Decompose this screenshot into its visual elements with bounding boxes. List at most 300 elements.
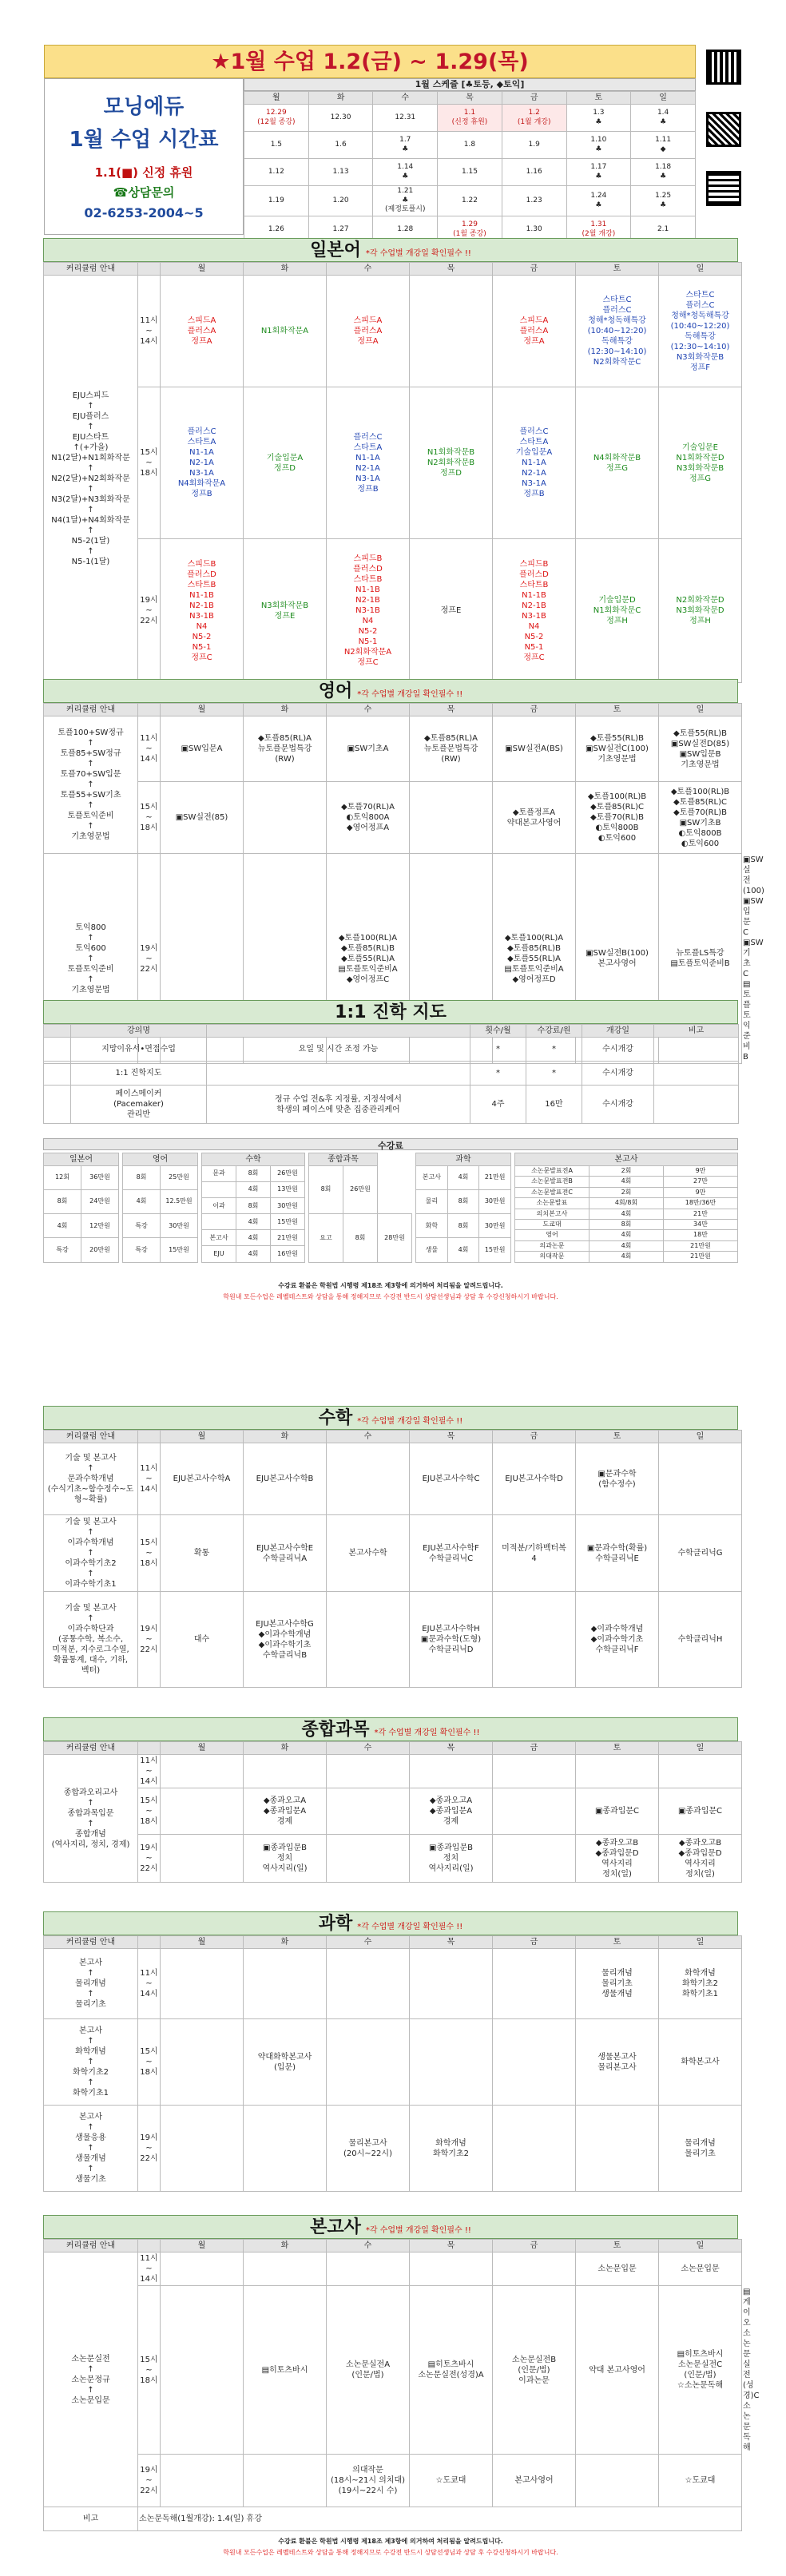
jinhak-cell: 4주 bbox=[470, 1086, 526, 1124]
column-header: 토 bbox=[576, 1936, 659, 1949]
column-header: 토 bbox=[576, 2240, 659, 2253]
column-header: 화 bbox=[244, 1936, 327, 1949]
fees-table-science bbox=[415, 1153, 511, 1263]
fee-cell: 21만원 bbox=[479, 1166, 511, 1190]
fee-cell: 요고 bbox=[309, 1214, 343, 1262]
class-cell: 수학클리닉G bbox=[659, 1515, 742, 1592]
class-cell: ◆토플100(RL)B ◆토플85(RL)C ◆토플70(RL)B ◐토익800B ◐토익600 bbox=[576, 782, 659, 854]
column-header: 일 bbox=[659, 1742, 742, 1755]
class-cell bbox=[327, 2019, 410, 2106]
class-cell bbox=[493, 1592, 576, 1688]
fees-table-english bbox=[122, 1153, 198, 1263]
class-cell: ▣SW기초A bbox=[327, 716, 410, 782]
calendar-day-header: 목 bbox=[438, 92, 502, 105]
class-cell: 스피드A 플러스A 정프A bbox=[493, 276, 576, 387]
time-slot: 19시 ~ 22시 bbox=[138, 1592, 161, 1688]
fee-cell: 28만원 bbox=[378, 1214, 412, 1262]
jinhak-cell bbox=[654, 1038, 739, 1062]
science-header bbox=[43, 1911, 738, 1935]
fee-cell: 8회 bbox=[309, 1166, 343, 1214]
calendar-date-cell: 1.3 ♣ bbox=[566, 105, 631, 132]
fee-cell: 소논문발표전B bbox=[515, 1177, 590, 1187]
fee-cell: 4회 bbox=[590, 1230, 664, 1240]
math-note: *각 수업별 개강일 확인필수 !! bbox=[357, 1417, 463, 1426]
general-header bbox=[43, 1717, 738, 1741]
class-cell: N1회화작문A bbox=[244, 276, 327, 387]
calendar-date-cell: 1.26 bbox=[244, 216, 309, 244]
jinhak-cell: 요일 및 시간 조정 가능 bbox=[207, 1038, 470, 1062]
column-header: 토 bbox=[576, 704, 659, 716]
fee-cell: 4회 bbox=[236, 1246, 271, 1262]
fee-cell: 2회 bbox=[590, 1187, 664, 1197]
class-cell: ◆종과오고A ◆종과입문A 경제 bbox=[244, 1788, 327, 1835]
class-cell bbox=[410, 1755, 493, 1788]
time-slot: 15시 ~ 18시 bbox=[138, 2286, 161, 2455]
fee-cell: 12.5만원 bbox=[161, 1190, 198, 1214]
fee-cell: 물리 bbox=[416, 1190, 448, 1214]
english-table: 커리큘럼 안내 월 화 수 목 금 토 일 토플100+SW정규 ↑ 토플85+SW정규 ↑ 토플70+SW입문 ↑ 토플55+SW기초 ↑ 토플토익준비 ↑ 기초영문법 11시 ~ 14시 ▣SW입문A ◆토플85(RL)A 뉴토플문법특강 (RW) ▣SW기초A ◆토플85(RL)A 뉴토플문법특강 (RW) ▣SW실전A(BS) ◆토플55(RL)B ▣SW실전C(100) 기초영문법 ◆토플55(RL)B ▣SW실전D(85) ▣SW입문B 기초영문법 15시 ~ 18시 ▣SW실전(85) ◆토플70(RL)A ◐토익800A ◆영어정프A ◆토플정프A 약대본고사영어 ◆토플100(RL)B ◆토플85(RL)C ◆토플70(RL)B ◐토익800B ◐토익600 ◆토플100(RL)B ◆토플85(RL)C ◆토플70(RL)B ▣SW기초B ◐토익800B ◐토익600 토익800 ↑ 토익600 ↑ 토플토익준비 ↑ 기초영문법 19시 ~ 22시 ◆토플100(RL)A ◆토플85(RL)B ◆토플55(RL)A ▤토플토익준비A ◆영어정프C ◆토플100(RL)A ◆토플85(RL)B ◆토플55(RL)A ▤토플토익준비A ◆영어정프D ▣SW실전B(100) 본고사영어 뉴토플LS특강 ▤토플토익준비B ▣SW실전(100) ▣SW입문C ▣SW기초C ▤토플토익준비B bbox=[43, 703, 742, 1064]
fee-cell: 15만원 bbox=[271, 1214, 305, 1230]
fee-cell: 8회 bbox=[590, 1219, 664, 1229]
calendar-date-cell: 1.30 bbox=[502, 216, 566, 244]
class-cell: 화학개념 화학기초2 bbox=[410, 2106, 493, 2192]
calendar-date-cell: 1.5 bbox=[244, 132, 309, 159]
column-header: 커리큘럼 안내 bbox=[44, 1742, 138, 1755]
column-header: 수 bbox=[327, 1431, 410, 1443]
fee-refund-note-2: 수강료 환불은 학원법 시행령 제18조 제3항에 의거하여 처리됨을 알려드립니다. bbox=[278, 2538, 503, 2545]
column-header: 금 bbox=[493, 1431, 576, 1443]
calendar-date-cell: 1.14 ♣ bbox=[373, 159, 438, 186]
class-cell: ▣종과입문C bbox=[659, 1788, 742, 1835]
calendar-date-cell: 1.18 ♣ bbox=[631, 159, 696, 186]
calendar-date-cell: 1.23 bbox=[502, 186, 566, 216]
fees-group-label: 일본어 bbox=[44, 1153, 119, 1166]
class-cell: 스피드B 플러스D 스타트B N1-1B N2-1B N3-1B N4 N5-2 N5-1 정프C bbox=[161, 539, 244, 683]
general-section bbox=[43, 1717, 738, 1883]
fee-cell: 4회 bbox=[236, 1214, 271, 1230]
calendar-date-cell: 1.4 ♣ bbox=[631, 105, 696, 132]
time-slot: 15시 ~ 18시 bbox=[138, 1788, 161, 1835]
honkosa-section bbox=[43, 2215, 760, 2558]
calendar-day-header: 수 bbox=[373, 92, 438, 105]
curriculum-cell: 기술 및 본고사 ↑ 이과수학단과 (공통수학, 복소수, 미적분, 지수로그수열, 확률통계, 대수, 기하, 벡터) bbox=[44, 1592, 138, 1688]
class-cell: ◆토플85(RL)A 뉴토플문법특강 (RW) bbox=[410, 716, 493, 782]
class-cell: 본고사영어 bbox=[493, 2455, 576, 2507]
fees-group-label: 수학 bbox=[202, 1153, 305, 1166]
jinhak-col-header: 비고 bbox=[654, 1025, 739, 1038]
fee-cell: 24만원 bbox=[81, 1190, 119, 1214]
class-cell: ◆토플100(RL)A ◆토플85(RL)B ◆토플55(RL)A ▤토플토익준비A ◆영어정프D bbox=[493, 854, 576, 1064]
calendar-date-cell: 1.17 ♣ bbox=[566, 159, 631, 186]
column-header: 수 bbox=[327, 1936, 410, 1949]
fees-group-label: 본고사 bbox=[515, 1153, 738, 1166]
class-cell: EJU본고사수학H ▣문과수학(도형) 수학클리닉D bbox=[410, 1592, 493, 1688]
column-header: 금 bbox=[493, 704, 576, 716]
fee-cell: 21만원 bbox=[664, 1252, 738, 1262]
class-cell: EJU본고사수학F 수학클리닉C bbox=[410, 1515, 493, 1592]
column-header: 화 bbox=[244, 1742, 327, 1755]
class-cell: 소논문실전B (인문/법) 이과논문 bbox=[493, 2286, 576, 2455]
class-cell bbox=[576, 2106, 659, 2192]
class-cell bbox=[161, 2106, 244, 2192]
time-slot: 11시 ~ 14시 bbox=[138, 2253, 161, 2286]
jinhak-cell: 정규 수업 전&후 지정률, 지정석에서 학생의 페이스에 맞춘 집중관리케어 bbox=[207, 1086, 470, 1124]
calendar-date-cell: 1.11 ◆ bbox=[631, 132, 696, 159]
fees-title: 수강료 bbox=[43, 1138, 738, 1150]
fee-cell: 4회 bbox=[236, 1230, 271, 1246]
fee-cell: 26만원 bbox=[343, 1166, 378, 1214]
column-header: 금 bbox=[493, 263, 576, 276]
column-header: 일 bbox=[659, 1431, 742, 1443]
class-cell: 대수 bbox=[161, 1592, 244, 1688]
calendar-date-cell: 1.27 bbox=[308, 216, 373, 244]
class-cell: ◆종과오고B ◆종과입문D 역사지리 정치(일) bbox=[659, 1835, 742, 1883]
column-header: 목 bbox=[410, 263, 493, 276]
class-cell bbox=[244, 2106, 327, 2192]
column-header: 월 bbox=[161, 1431, 244, 1443]
fee-cell: 8회 bbox=[343, 1214, 378, 1262]
phone-number[interactable]: 02-6253-2004~5 bbox=[84, 205, 204, 220]
fee-cell: 4회 bbox=[447, 1238, 479, 1262]
class-cell: 스타트C 플러스C 청해*청독해특강 (10:40~12:20) 독해특강 (12:30~14:10) N3회화작문B 정프F bbox=[659, 276, 742, 387]
fee-cell: 36만원 bbox=[81, 1166, 119, 1190]
class-cell bbox=[410, 2253, 493, 2286]
qr-code-3[interactable] bbox=[706, 171, 743, 219]
jinhak-section bbox=[43, 1000, 738, 1124]
class-cell: ◆토플정프A 약대본고사영어 bbox=[493, 782, 576, 854]
class-cell: ▣SW실전A(BS) bbox=[493, 716, 576, 782]
fee-cell: 4회 bbox=[44, 1214, 81, 1238]
column-header: 월 bbox=[161, 1936, 244, 1949]
curriculum-cell: 종합과오리고사 ↑ 종합과목입문 ↑ 종합개념 (역사지리, 정치, 경제) bbox=[44, 1755, 138, 1883]
class-cell: 기술입문E N1회화작문D N3회화작문B 정프G bbox=[659, 387, 742, 539]
honkosa-header bbox=[43, 2215, 738, 2239]
class-cell: 스타트C 플러스C 청해*청독해특강 (10:40~12:20) 독해특강 (12:30~14:10) N2회화작문C bbox=[576, 276, 659, 387]
class-cell bbox=[410, 1949, 493, 2019]
calendar-date-cell: 1.10 ♣ bbox=[566, 132, 631, 159]
jinhak-left-cell bbox=[44, 1062, 71, 1086]
jinhak-col-header: 개강일 bbox=[582, 1025, 654, 1038]
class-cell: ◆토플100(RL)B ◆토플85(RL)C ◆토플70(RL)B ▣SW기초B ◐토익800B ◐토익600 bbox=[659, 782, 742, 854]
fee-cell: 27만 bbox=[664, 1177, 738, 1187]
column-header: 월 bbox=[161, 704, 244, 716]
class-cell bbox=[493, 2019, 576, 2106]
column-header: 화 bbox=[244, 1431, 327, 1443]
fee-cell: 9만 bbox=[664, 1166, 738, 1177]
fee-cell: 8회 bbox=[123, 1166, 161, 1190]
honkosa-note: *각 수업별 개강일 확인필수 !! bbox=[365, 2226, 471, 2235]
fee-cell: 4회 bbox=[447, 1166, 479, 1190]
curriculum-cell: 토플100+SW정규 ↑ 토플85+SW정규 ↑ 토플70+SW입문 ↑ 토플55+SW기초 ↑ 토플토익준비 ↑ 기초영문법 bbox=[44, 716, 138, 854]
column-header: 커리큘럼 안내 bbox=[44, 1936, 138, 1949]
jinhak-col-header: 강의명 bbox=[71, 1025, 207, 1038]
fee-cell: 특강 bbox=[123, 1214, 161, 1238]
class-cell: 화학본고사 bbox=[659, 2019, 742, 2106]
fee-cell: 소논문발표전C bbox=[515, 1187, 590, 1197]
fee-cell: EJU bbox=[202, 1246, 236, 1262]
curriculum-cell: 본고사 ↑ 화학개념 ↑ 화학기초2 ↑ 화학기초1 bbox=[44, 2019, 138, 2106]
class-cell: 확통 bbox=[161, 1515, 244, 1592]
class-cell: ▤히토츠바시 소논문실전(성경)A bbox=[410, 2286, 493, 2455]
japanese-title: 일본어 bbox=[310, 240, 361, 260]
fee-cell: 30만원 bbox=[161, 1214, 198, 1238]
calendar-date-cell: 1.15 bbox=[438, 159, 502, 186]
fee-refund-note: 수강료 환불은 학원법 시행령 제18조 제3항에 의거하여 처리됨을 알려드립니다. bbox=[278, 1281, 503, 1289]
fee-cell bbox=[202, 1214, 236, 1230]
class-cell: 화학개념 화학기초2 화학기초1 bbox=[659, 1949, 742, 2019]
fee-cell: 본고사 bbox=[202, 1230, 236, 1246]
fee-cell: 특강 bbox=[123, 1238, 161, 1262]
fee-cell: 영어 bbox=[515, 1230, 590, 1240]
class-cell: 플러스C 스타트A 기술입문A N1-1A N2-1A N3-1A 정프B bbox=[493, 387, 576, 539]
class-cell: N2회화작문D N3회화작문D 정프H bbox=[659, 539, 742, 683]
fee-cell: 4회 bbox=[590, 1209, 664, 1219]
class-cell bbox=[659, 1443, 742, 1515]
fee-cell: 의대작문 bbox=[515, 1252, 590, 1262]
jinhak-header bbox=[43, 1000, 738, 1024]
jinhak-cell: * bbox=[526, 1038, 582, 1062]
fee-cell: 소논문발표전A bbox=[515, 1166, 590, 1177]
column-header: 목 bbox=[410, 2240, 493, 2253]
fee-cell: 20만원 bbox=[81, 1238, 119, 1262]
time-slot: 19시 ~ 22시 bbox=[138, 854, 161, 1064]
column-header: 월 bbox=[161, 1742, 244, 1755]
class-cell: ◆토플85(RL)A 뉴토플문법특강 (RW) bbox=[244, 716, 327, 782]
column-header bbox=[138, 263, 161, 276]
fee-cell: 본고사 bbox=[416, 1166, 448, 1190]
class-cell: EJU본고사수학G ◆이과수학개념 ◆이과수학기초 수학클리닉B bbox=[244, 1592, 327, 1688]
class-cell: 미적분/기하벡터복 4 bbox=[493, 1515, 576, 1592]
qr-code-2[interactable] bbox=[706, 112, 743, 152]
class-cell: N4회화작문B 정프G bbox=[576, 387, 659, 539]
class-cell: 의대작문 (18시~21시 의치대) (19시~22시 수) bbox=[327, 2455, 410, 2507]
class-cell: ◆종과오고A ◆종과입문A 경제 bbox=[410, 1788, 493, 1835]
science-section bbox=[43, 1911, 738, 2192]
class-cell: ☆도쿄대 bbox=[659, 2455, 742, 2507]
fee-cell: 25만원 bbox=[161, 1166, 198, 1190]
fees-group-label: 영어 bbox=[123, 1153, 198, 1166]
class-cell bbox=[244, 1755, 327, 1788]
fee-cell: 16만원 bbox=[271, 1246, 305, 1262]
class-cell bbox=[493, 1788, 576, 1835]
class-cell bbox=[244, 2253, 327, 2286]
fee-cell: 특강 bbox=[44, 1238, 81, 1262]
class-cell bbox=[576, 1755, 659, 1788]
calendar-date-cell: 1.22 bbox=[438, 186, 502, 216]
math-section bbox=[43, 1406, 738, 1688]
class-cell: N3회화작문B 정프E bbox=[244, 539, 327, 683]
calendar-date-cell: 1.7 ♣ bbox=[373, 132, 438, 159]
fee-cell: 18만/36만 bbox=[664, 1198, 738, 1209]
fee-cell: 9만 bbox=[664, 1187, 738, 1197]
japanese-note: *각 수업별 개강일 확인필수 !! bbox=[365, 249, 471, 258]
column-header: 토 bbox=[576, 263, 659, 276]
class-cell bbox=[161, 2253, 244, 2286]
class-cell: ◆토플100(RL)A ◆토플85(RL)B ◆토플55(RL)A ▤토플토익준비A ◆영어정프C bbox=[327, 854, 410, 1064]
math-table bbox=[43, 1430, 742, 1688]
english-note: *각 수업별 개강일 확인필수 !! bbox=[357, 690, 463, 699]
fees-group-label: 종합과목 bbox=[309, 1153, 378, 1166]
column-header: 월 bbox=[161, 263, 244, 276]
column-header: 일 bbox=[659, 704, 742, 716]
jinhak-cell bbox=[207, 1062, 470, 1086]
jinhak-cell bbox=[654, 1086, 739, 1124]
time-slot: 19시 ~ 22시 bbox=[138, 1835, 161, 1883]
jinhak-col-header bbox=[207, 1025, 470, 1038]
fee-cell: 4회 bbox=[590, 1177, 664, 1187]
fee-cell: 이과 bbox=[202, 1198, 236, 1214]
english-title: 영어 bbox=[318, 681, 353, 701]
curriculum-cell: 소논문실전 ↑ 소논문정규 ↑ 소논문입문 bbox=[44, 2253, 138, 2507]
class-cell bbox=[410, 782, 493, 854]
column-header: 화 bbox=[244, 263, 327, 276]
calendar-date-cell: 1.21 ♣ (제정토플시) bbox=[373, 186, 438, 216]
fee-cell: 30만원 bbox=[271, 1198, 305, 1214]
calendar-date-cell: 1.12 bbox=[244, 159, 309, 186]
fee-cell: 4회 bbox=[236, 1182, 271, 1198]
class-cell: N1회화작문B N2회화작문B 정프D bbox=[410, 387, 493, 539]
fee-cell: 8회 bbox=[236, 1166, 271, 1182]
class-cell: 플러스C 스타트A N1-1A N2-1A N3-1A 정프B bbox=[327, 387, 410, 539]
class-cell bbox=[659, 1755, 742, 1788]
honkosa-table: 커리큘럼 안내 월 화 수 목 금 토 일 소논문실전 ↑ 소논문정규 ↑ 소논문입문 11시 ~ 14시 소논문입문 소논문입문 15시 ~ 18시 ▤히토츠바시 소논문실전A (인문/법) ▤히토츠바시 소논문실전(성경)A 소논문실전B (인문/법) 이과논문 약대 본고사영어 ▤히토츠바시 소논문실전C (인문/법) ☆소논문독해 ▤게이오 소논문실전(성경)C 소논문독해 19시 ~ 22시 의대작문 (18시~21시 의치대) (19시~22시 수) ☆도쿄대 본고사영어 ☆도쿄대 비고 소논문독해(1월개강): 1.4(일) 휴강 bbox=[43, 2239, 742, 2531]
class-cell: 정프E bbox=[410, 539, 493, 683]
column-header bbox=[138, 704, 161, 716]
time-slot: 15시 ~ 18시 bbox=[138, 387, 161, 539]
bigo-text: 소논문독해(1월개강): 1.4(일) 휴강 bbox=[138, 2507, 742, 2531]
class-cell bbox=[327, 2253, 410, 2286]
class-cell: ▣종과입문C bbox=[576, 1788, 659, 1835]
class-cell bbox=[410, 276, 493, 387]
calendar-date-cell: 1.16 bbox=[502, 159, 566, 186]
class-cell: 본고사수학 bbox=[327, 1515, 410, 1592]
class-cell: 생물본고사 물리본고사 bbox=[576, 2019, 659, 2106]
column-header: 월 bbox=[161, 2240, 244, 2253]
class-cell: ▤히토츠바시 bbox=[244, 2286, 327, 2455]
column-header: 일 bbox=[659, 263, 742, 276]
japanese-header bbox=[43, 238, 738, 262]
calendar-date-cell: 1.13 bbox=[308, 159, 373, 186]
fee-cell: 13만원 bbox=[271, 1182, 305, 1198]
class-cell: ▣문과수학 (함수정수) bbox=[576, 1443, 659, 1515]
class-cell: EJU본고사수학B bbox=[244, 1443, 327, 1515]
fee-cell: 4회 bbox=[590, 1252, 664, 1262]
consult-label: ☎상담문의 bbox=[113, 185, 175, 200]
time-slot: 11시 ~ 14시 bbox=[138, 716, 161, 782]
class-cell: 스피드B 플러스D 스타트B N1-1B N2-1B N3-1B N4 N5-2 N5-1 정프C bbox=[493, 539, 576, 683]
class-cell bbox=[161, 1949, 244, 2019]
class-cell bbox=[244, 2455, 327, 2507]
class-cell: ▣SW실전(85) bbox=[161, 782, 244, 854]
class-cell bbox=[161, 1835, 244, 1883]
class-cell: ▤히토츠바시 소논문실전C (인문/법) ☆소논문독해 bbox=[659, 2286, 742, 2455]
jinhak-cell: * bbox=[470, 1038, 526, 1062]
column-header: 토 bbox=[576, 1742, 659, 1755]
jinhak-cell: 16만 bbox=[526, 1086, 582, 1124]
column-header: 일 bbox=[659, 1936, 742, 1949]
class-cell: 약대 본고사영어 bbox=[576, 2286, 659, 2455]
class-cell bbox=[161, 1788, 244, 1835]
curriculum-cell: 기술 및 본고사 ↑ 문과수학개념 (수식기초~함수정수~도형~확률) bbox=[44, 1443, 138, 1515]
jinhak-cell: 수시개강 bbox=[582, 1062, 654, 1086]
qr-code-1[interactable] bbox=[706, 50, 743, 99]
calendar bbox=[244, 78, 696, 238]
calendar-title: 1월 스케쥴 [♣토등, ◆토익] bbox=[244, 78, 696, 91]
jinhak-col-header: 수강료/원 bbox=[526, 1025, 582, 1038]
curriculum-cell: 본고사 ↑ 물리개념 ↑ 물리기초 bbox=[44, 1949, 138, 2019]
class-cell: 소논문실전A (인문/법) bbox=[327, 2286, 410, 2455]
class-cell bbox=[493, 2253, 576, 2286]
general-title: 종합과목 bbox=[301, 1720, 370, 1740]
time-slot: 15시 ~ 18시 bbox=[138, 782, 161, 854]
calendar-date-cell: 1.19 bbox=[244, 186, 309, 216]
class-cell: ◆토플70(RL)A ◐토익800A ◆영어정프A bbox=[327, 782, 410, 854]
brand-subtitle: 1월 수업 시간표 bbox=[69, 128, 219, 152]
jinhak-cell: 수시개강 bbox=[582, 1038, 654, 1062]
jinhak-col-header: 횟수/월 bbox=[470, 1025, 526, 1038]
class-cell: EJU본고사수학D bbox=[493, 1443, 576, 1515]
calendar-day-header: 토 bbox=[566, 92, 631, 105]
class-cell: 스피드A 플러스A 정프A bbox=[161, 276, 244, 387]
class-cell bbox=[493, 1835, 576, 1883]
column-header: 커리큘럼 안내 bbox=[44, 704, 138, 716]
class-cell: 소논문입문 bbox=[659, 2253, 742, 2286]
fee-cell: 30만원 bbox=[479, 1190, 511, 1214]
calendar-date-cell: 1.31 (2월 개강) bbox=[566, 216, 631, 244]
calendar-date-cell: 1.20 bbox=[308, 186, 373, 216]
calendar-date-cell: 1.28 bbox=[373, 216, 438, 244]
column-header: 일 bbox=[659, 2240, 742, 2253]
curriculum-cell: 본고사 ↑ 생물응용 ↑ 생물개념 ↑ 생물기초 bbox=[44, 2106, 138, 2192]
fee-cell: 8회 bbox=[447, 1190, 479, 1214]
class-cell: 기술입문D N1회화작문C 정프H bbox=[576, 539, 659, 683]
jinhak-title: 1:1 진학 지도 bbox=[335, 1002, 447, 1022]
class-cell: ▣문과수학(확률) 수학클리닉E bbox=[576, 1515, 659, 1592]
math-title: 수학 bbox=[318, 1408, 353, 1428]
fee-cell: 21만원 bbox=[271, 1230, 305, 1246]
class-cell: EJU본고사수학C bbox=[410, 1443, 493, 1515]
english-header bbox=[43, 679, 738, 703]
science-note: *각 수업별 개강일 확인필수 !! bbox=[357, 1923, 463, 1931]
column-header: 목 bbox=[410, 1936, 493, 1949]
curriculum-cell: EJU스피드 ↑ EJU플러스 ↑ EJU스타트 ↑(+가을) N1(2달)+N1회화작문 ↑ N2(2달)+N2회화작문 ↑ N3(2달)+N3회화작문 ↑ N4(1달)+N4회화작문 ↑ N5-2(1달) ↑ N5-1(1달) bbox=[44, 276, 138, 683]
time-slot: 19시 ~ 22시 bbox=[138, 539, 161, 683]
class-cell: EJU본고사수학E 수학클리닉A bbox=[244, 1515, 327, 1592]
time-slot: 15시 ~ 18시 bbox=[138, 1515, 161, 1592]
column-header: 목 bbox=[410, 1431, 493, 1443]
jinhak-cell: * bbox=[526, 1062, 582, 1086]
fees-table-math bbox=[201, 1153, 305, 1263]
fees-table-honkosa bbox=[514, 1153, 738, 1263]
calendar-date-cell: 1.8 bbox=[438, 132, 502, 159]
calendar-date-cell: 1.29 (1월 종강) bbox=[438, 216, 502, 244]
level-test-note: 학원내 모든수업은 레벨테스트와 상담을 통해 정해지므로 수강전 반드시 상담선생님과 상담 후 수강신청하시기 바랍니다. bbox=[223, 1292, 558, 1300]
jinhak-blank-header bbox=[44, 1025, 71, 1038]
class-cell: 뉴토플LS특강 ▤토플토익준비B bbox=[659, 854, 742, 1064]
fees-table-japanese bbox=[43, 1153, 119, 1263]
time-slot: 11시 ~ 14시 bbox=[138, 1443, 161, 1515]
column-header: 수 bbox=[327, 704, 410, 716]
fees-section bbox=[43, 1138, 738, 1303]
open-notice: 1.1(■) 신정 휴원 bbox=[94, 165, 193, 180]
column-header: 금 bbox=[493, 2240, 576, 2253]
class-cell: ☆도쿄대 bbox=[410, 2455, 493, 2507]
math-header bbox=[43, 1406, 738, 1430]
calendar-date-cell: 12.29 (12월 종강) bbox=[244, 105, 309, 132]
calendar-date-cell: 1.2 (1월 개강) bbox=[502, 105, 566, 132]
column-header: 수 bbox=[327, 2240, 410, 2253]
fee-cell: 4회 bbox=[590, 1240, 664, 1251]
